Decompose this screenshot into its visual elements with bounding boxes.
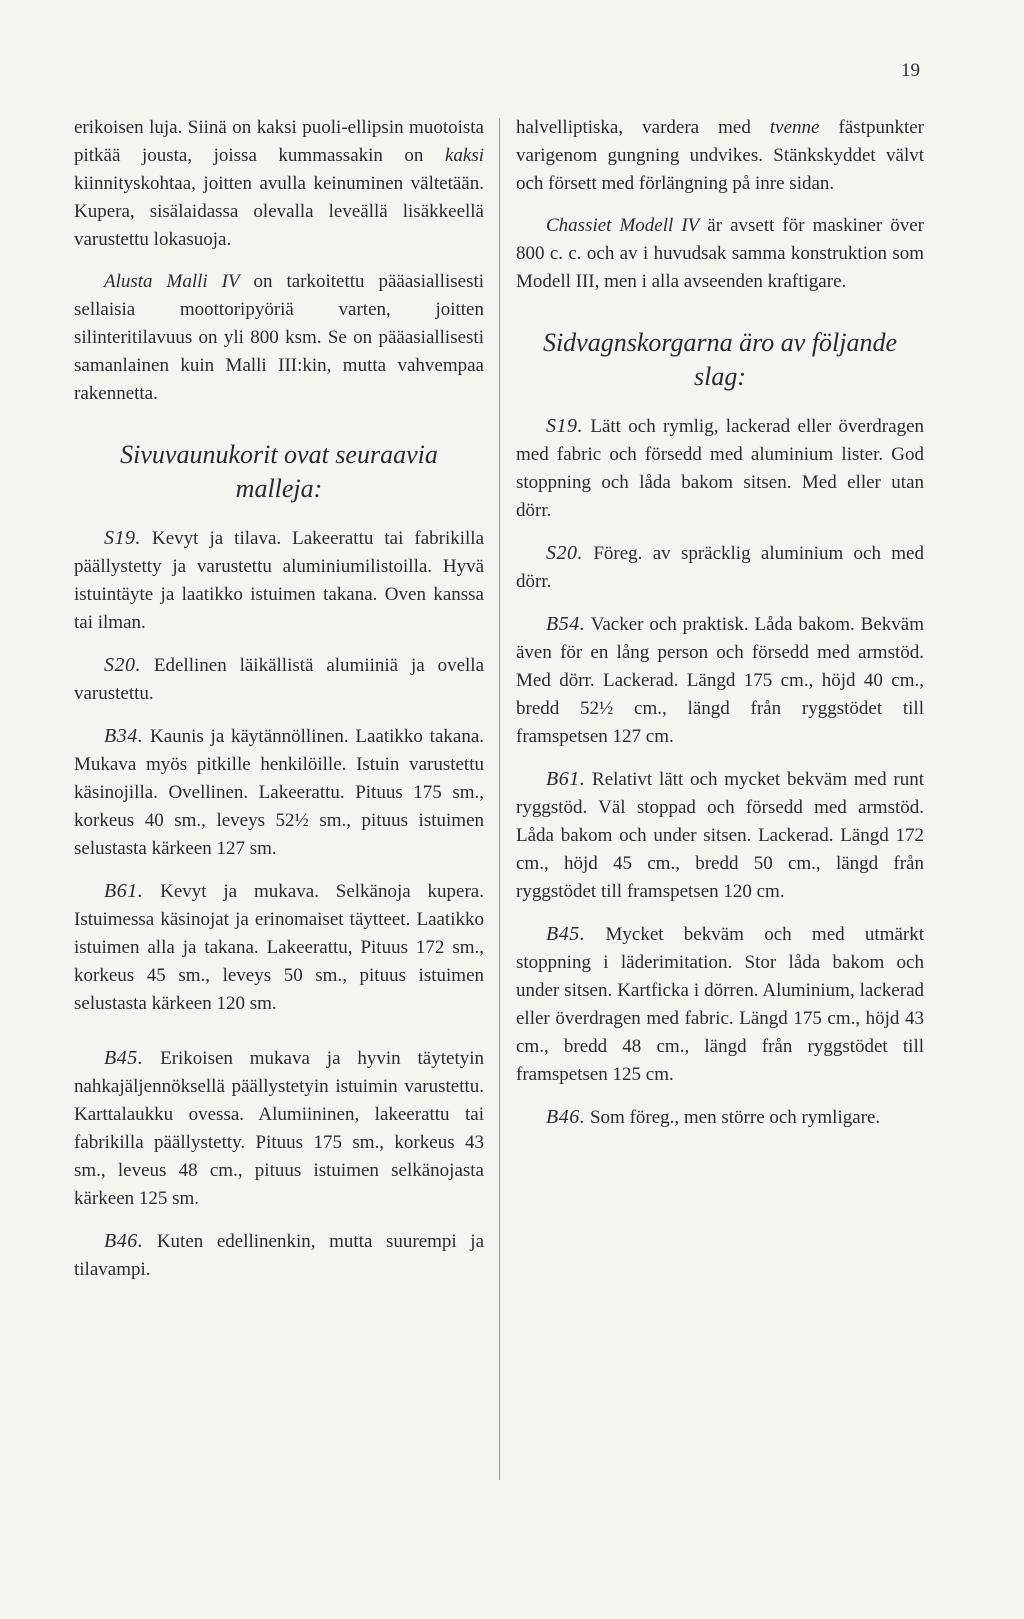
text: halvelliptiska, vardera med (516, 117, 751, 138)
text: kiinnityskohtaa, joitten avulla keinuminen vältetään. Kupera, sisälaidassa olevalla leveällä lisäkkeellä varustettu lokasuoja. (74, 173, 484, 250)
model-description: Erikoisen mukava ja hyvin täytetyin nahkajäljennöksellä päällystetyin istuimin varustettu. Karttalaukku ovessa. Alumiininen, lakeerattu tai fabrikilla päällystetty. Pituus 175 sm., korkeus 43 sm., leveus 48 cm., pituus istuimen selkänojasta kärkeen 125 sm. (74, 1048, 485, 1209)
model-item (74, 1227, 484, 1284)
model-code: B34. (104, 725, 144, 747)
model-item (74, 524, 484, 637)
model-code: B61. (104, 880, 144, 902)
paragraph-chassis (516, 212, 924, 296)
model-code: S19. (546, 415, 583, 437)
emphasis: tvenne (769, 117, 820, 138)
model-description: Mycket bekväm och med utmärkt stoppning i läderimitation. Stor låda bakom och under sitsen. Kartficka i dörren. Aluminium, lackerad eller överdragen med fabric. Längd 175 cm., höjd 43 cm., bredd 48 cm., längd från ryggstödet till framspetsen 125 cm. (516, 924, 925, 1085)
model-description: Kuten edellinenkin, mutta suurempi ja tilavampi. (74, 1231, 485, 1280)
model-description: Föreg. av spräcklig aluminium och med dörr. (516, 543, 924, 592)
model-description: Edellinen läikällistä alumiiniä ja ovella varustettu. (74, 655, 484, 704)
section-heading: Sidvagnskorgarna äro av följande slag: (542, 328, 898, 391)
text: erikoisen luja. Siinä on kaksi puoli-ellipsin muotoista pitkää jousta, joissa kummassakin on (74, 117, 484, 166)
model-description: Kevyt ja mukava. Selkänoja kupera. Istuimessa käsinojat ja erinomaiset täytteet. Laatikko istuimen alla ja takana. Lakeerattu, Pituus 172 sm., korkeus 45 sm., leveys 50 sm., pituus istuimen selustasta kärkeen 120 sm. (74, 881, 484, 1014)
column-divider (499, 118, 500, 1480)
model-item (516, 765, 924, 906)
paragraph-intro (516, 114, 924, 198)
model-item (74, 1044, 484, 1213)
model-code: S19. (104, 527, 141, 549)
text: fästpunkter varigenom gungning undvikes. Stänkskyddet välvt och försett med förlängning på inre sidan. (516, 117, 925, 194)
model-item (516, 1103, 924, 1132)
section-heading: Sivuvaunukorit ovat seuraavia malleja: (120, 440, 438, 503)
text: on tarkoitettu pääasiallisesti sellaisia moottoripyöriä varten, joitten silinteritilavuus on yli 800 ksm. Se on pääasiallisesti samanlainen kuin Malli III:kin, mutta vahvempaa rakennetta. (74, 271, 485, 404)
model-code: B46. (546, 1106, 586, 1128)
model-description: Kaunis ja käytännöllinen. Laatikko takana. Mukava myös pitkille henkilöille. Istuin varustettu käsinojilla. Ovellinen. Lakeerattu. Pituus 175 sm., korkeus 40 sm., leveys 52½ sm., pituus istuimen selustasta kärkeen 127 sm. (74, 726, 485, 859)
model-description: Som föreg., men större och rymligare. (589, 1107, 881, 1128)
swedish-column (516, 114, 924, 1146)
emphasis: Alusta Malli IV (104, 271, 240, 292)
emphasis: Chassiet Modell IV (546, 215, 700, 236)
model-code: B45. (104, 1047, 144, 1069)
model-description: Lätt och rymlig, lackerad eller överdragen med fabric och försedd med aluminium lister. God stoppning och låda bakom sitsen. Med eller utan dörr. (516, 416, 924, 521)
model-description: Vacker och praktisk. Låda bakom. Bekväm även för en lång person och försedd med armstöd. Med dörr. Lackerad. Längd 175 cm., höjd 40 cm., bredd 52½ cm., längd från ryggstödet till framspetsen 127 cm. (516, 614, 924, 747)
model-item (74, 651, 484, 708)
model-item (516, 412, 924, 525)
model-code: B46. (104, 1230, 144, 1252)
paragraph-chassis (74, 268, 484, 408)
model-description: Kevyt ja tilava. Lakeerattu tai fabrikilla päällystetty ja varustettu aluminiumilistoilla. Hyvä istuintäyte ja laatikko istuimen takana. Oven kanssa tai ilman. (74, 528, 485, 633)
model-code: B45. (546, 923, 586, 945)
model-item (516, 539, 924, 596)
model-item (74, 877, 484, 1018)
model-item (516, 610, 924, 751)
text: är avsett för maskiner över 800 c. c. och av i huvudsak samma konstruktion som Modell III, men i alla avseenden kraftigare. (516, 215, 925, 292)
page-number: 19 (901, 60, 920, 81)
model-description: Relativt lätt och mycket bekväm med runt ryggstöd. Väl stoppad och försedd med armstöd. Låda bakom och under sitsen. Lackerad. Längd 172 cm., höjd 45 cm., bredd 50 cm., längd från ryggstödet till framspetsen 120 cm. (516, 769, 925, 902)
emphasis: kaksi (444, 145, 485, 166)
finnish-column (74, 114, 484, 1298)
model-code: B54. (546, 613, 586, 635)
paragraph-intro (74, 114, 484, 254)
model-code: B61. (546, 768, 586, 790)
model-code: S20. (546, 542, 583, 564)
model-item (74, 722, 484, 863)
model-code: S20. (104, 654, 141, 676)
model-item (516, 920, 924, 1089)
